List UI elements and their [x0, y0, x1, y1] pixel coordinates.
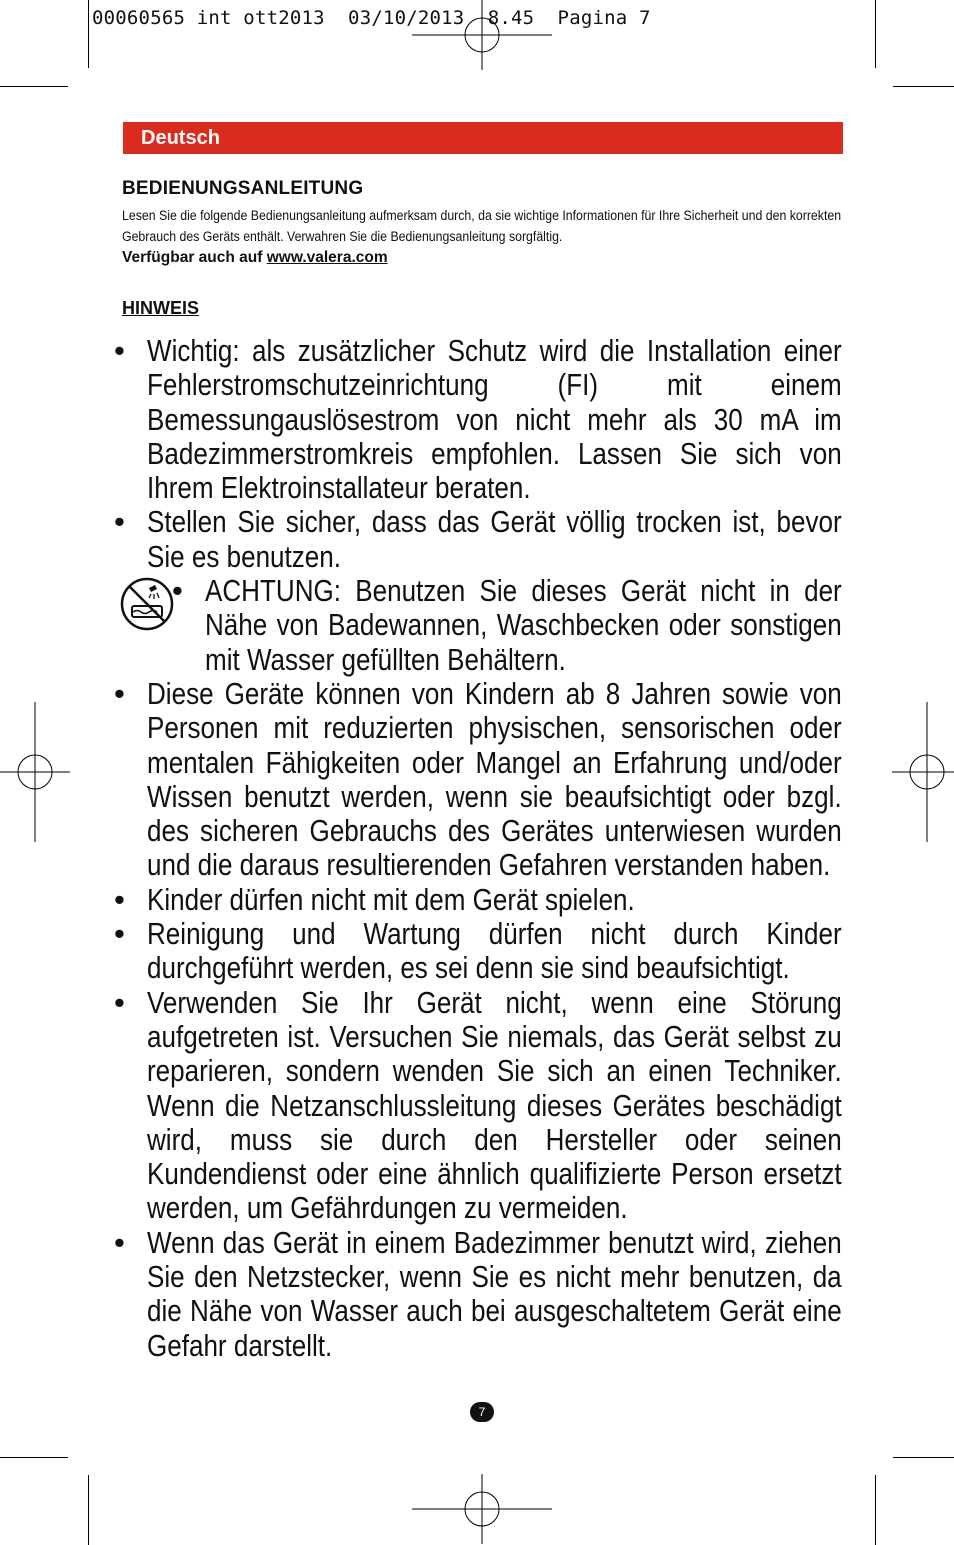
list-item-text: Diese Geräte können von Kindern ab 8 Jahren sowie von Personen mit reduzierten physischen, sensorischen oder mentalen Fähigkeiten oder Mangel an Erfahrung und/oder Wissen benutzt werden, wenn sie beaufsichtigt oder bzgl. des sicheren Gebrauchs des Gerätes unterwiesen wurden und die daraus resultierenden Gefahren verstanden haben. — [147, 675, 842, 883]
list-item — [114, 1226, 842, 1363]
bullet: • — [114, 916, 125, 952]
list-item-text: Stellen Sie sicher, dass das Gerät völlig trocken ist, bevor Sie es benutzen. — [147, 504, 842, 574]
crop-mark — [0, 1457, 68, 1458]
registration-mark-bottom — [412, 1474, 552, 1544]
print-slug: 00060565 int ott2013 03/10/2013 8.45 Pagina 7 — [92, 7, 651, 29]
list-item — [114, 917, 842, 986]
bullet: • — [114, 881, 125, 917]
no-water-bath-icon — [119, 576, 175, 632]
safety-notes-list — [114, 334, 842, 1363]
list-item — [114, 677, 842, 883]
crop-mark — [875, 0, 876, 68]
page-number: 7 — [470, 1402, 494, 1422]
list-item-text: Kinder dürfen nicht mit dem Gerät spielen. — [147, 881, 635, 917]
bullet: • — [114, 675, 125, 711]
availability-prefix: Verfügbar auch auf — [122, 249, 263, 266]
bullet: • — [172, 573, 183, 609]
language-label: Deutsch — [141, 126, 220, 149]
section-heading: HINWEIS — [122, 298, 200, 318]
crop-mark — [893, 1457, 954, 1458]
list-item-text: Verwenden Sie Ihr Gerät nicht, wenn eine Störung aufgetreten ist. Versuchen Sie niemals, das Gerät selbst zu reparieren, sondern wenden Sie sich an einen Techniker. Wenn die Netzanschlussleitung dieses Gerätes beschädigt wird, muss sie durch den Hersteller oder seinen Kundendienst oder eine ähnlich qualifizierte Person ersetzt werden, um Gefährdungen zu vermeiden. — [147, 984, 842, 1226]
bullet: • — [114, 984, 125, 1020]
crop-mark — [88, 0, 89, 68]
intro-text: Lesen Sie die folgende Bedienungsanleitung aufmerksam durch, da sie wichtige Informationen für Ihre Sicherheit und den korrekten Gebrauch des Geräts enthält. Verwahren Sie die Bedienungsanleitung sorgfältig. — [122, 208, 842, 244]
crop-mark — [88, 1475, 89, 1545]
bullet: • — [114, 1224, 125, 1260]
list-item — [114, 986, 842, 1226]
intro-section — [122, 178, 842, 319]
list-item — [114, 505, 842, 574]
crop-mark — [0, 86, 68, 87]
list-item-text: Reinigung und Wartung dürfen nicht durch Kinder durchgeführt werden, es sei denn sie sind beaufsichtigt. — [147, 916, 842, 986]
manual-title: BEDIENUNGSANLEITUNG — [122, 178, 364, 199]
list-item — [114, 334, 842, 505]
list-item-text: Wichtig: als zusätzlicher Schutz wird die Installation einer Fehlerstromschutzeinrichtung (FI) mit einem Bemessungauslösestrom von nicht mehr als 30 mA im Badezimmerstromkreis empfohlen. Lassen Sie sich von Ihrem Elektroinstallateur beraten. — [147, 333, 842, 506]
crop-mark — [893, 86, 954, 87]
availability-line — [122, 249, 842, 267]
registration-mark-left — [0, 702, 70, 842]
website-link[interactable]: www.valera.com — [266, 249, 388, 266]
list-item — [114, 883, 842, 917]
list-item-warning — [114, 574, 842, 677]
registration-mark-right — [892, 702, 954, 842]
bullet: • — [114, 504, 125, 540]
registration-mark-top — [412, 0, 552, 70]
list-item-text: Wenn das Gerät in einem Badezimmer benutzt wird, ziehen Sie den Netzstecker, wenn Sie es nicht mehr benutzen, da die Nähe von Wasser auch bei ausgeschaltetem Gerät eine Gefahr darstellt. — [147, 1224, 842, 1363]
list-item-text: ACHTUNG: Benutzen Sie dieses Gerät nicht in der Nähe von Badewannen, Waschbecken oder sonstigen mit Wasser gefüllten Behältern. — [205, 573, 842, 677]
bullet: • — [114, 333, 125, 368]
crop-mark — [875, 1475, 876, 1545]
language-bar — [123, 122, 843, 154]
